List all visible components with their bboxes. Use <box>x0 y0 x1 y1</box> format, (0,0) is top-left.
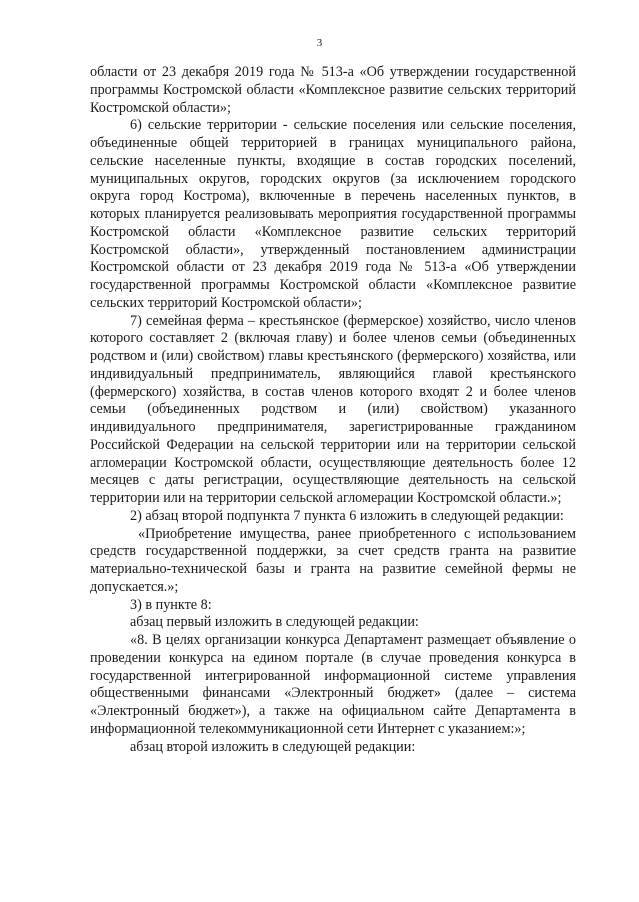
paragraph-amendment-3: 3) в пункте 8: <box>130 596 212 613</box>
paragraph-first-paragraph-instruction: абзац первый изложить в следующей редакции: <box>130 614 419 631</box>
document-body <box>90 64 576 756</box>
paragraph-item-6-rural-territories: 6) сельские территории - сельские поселения или сельские поселения, объединенные общей территорией в границах муниципального района, сельские населенные пункты, входящие в состав городских поселений, муниципальных округов, городских округов (за исключением городского округа город Кострома), включенные в перечень населенных пунктов, в которых планируется реализовывать мероприятия государственной программы Костромской области «Комплексное развитие сельских территорий Костромской области», утвержденный постановлением администрации Костромской области от 23 декабря 2019 года № 513-а «Об утверждении государственной программы Костромской области «Комплексное развитие сельских территорий Костромской области»; <box>90 117 576 311</box>
page-number: 3 <box>316 37 323 49</box>
paragraph-item-8-quoted: «8. В целях организации конкурса Департамент размещает объявление о проведении конкурса на едином портале (в случае проведения конкурса в государственной интегрированной информационной системе управления общественными финансами «Электронный бюджет» (далее – система «Электронный бюджет»), а также на официальном сайте Департамента в информационной телекоммуникационной сети Интернет с указанием:»; <box>90 632 576 737</box>
paragraph-item-7-family-farm: 7) семейная ферма – крестьянское (фермерское) хозяйство, число членов которого составляет 2 (включая главу) и более членов семьи (объединенных родством и (или) свойством) главы крестьянского (фермерского) хозяйства, или индивидуальный предприниматель, являющийся главой крестьянского (фермерского) хозяйства, в состав членов которого входят 2 и более членов семьи (объединенных родством и (или) свойством) указанного индивидуального предпринимателя, зарегистрированные гражданином Российской Федерации на сельской территории или на территории сельской агломерации Костромской области, осуществляющие деятельность более 12 месяцев с даты регистрации, осуществляющие деятельность на сельской территории или на территории сельской агломерации Костромской области.»; <box>90 312 576 506</box>
paragraph-quoted-text: «Приобретение имущества, ранее приобретенного с использованием средств государственной поддержки, за счет средств гранта на развитие материально-технической базы и гранта на развитие семейной фермы не допускается.»; <box>90 525 576 595</box>
paragraph-continuation: области от 23 декабря 2019 года № 513-а «Об утверждении государственной программы Костромской области «Комплексное развитие сельских территорий Костромской области»; <box>90 64 576 116</box>
paragraph-amendment-2: 2) абзац второй подпункта 7 пункта 6 изложить в следующей редакции: <box>130 507 564 524</box>
paragraph-second-paragraph-instruction: абзац второй изложить в следующей редакции: <box>130 738 416 755</box>
